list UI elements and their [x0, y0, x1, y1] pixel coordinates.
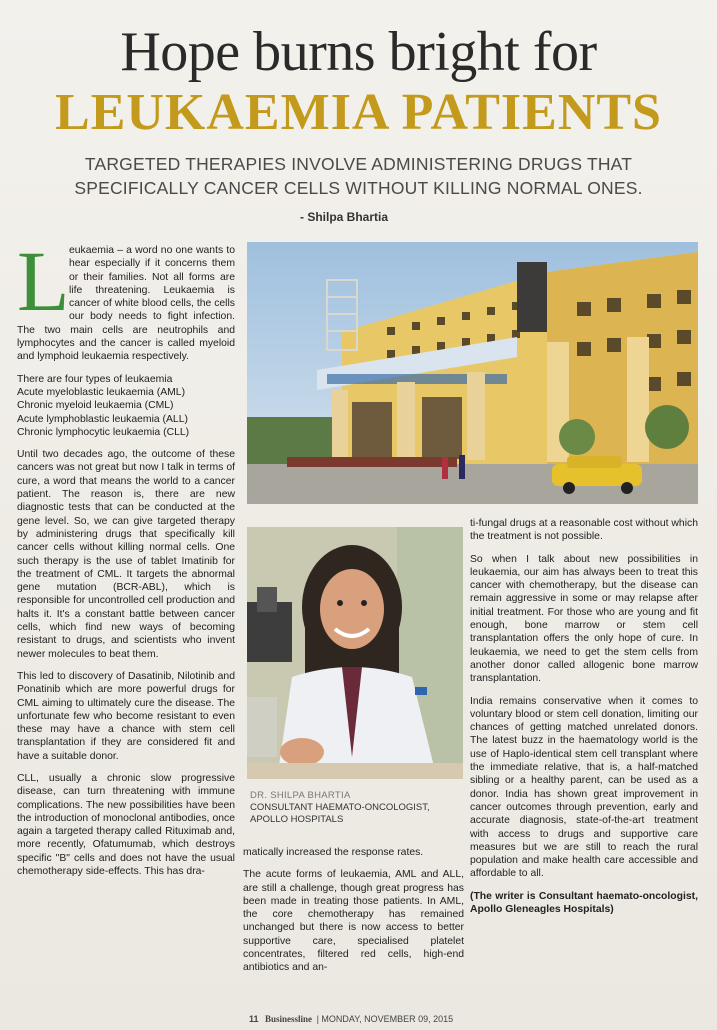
paragraph-8: So when I talk about new possibilities in leukaemia, our aim has always been to treat this cancer with chemotherapy, but the disease can remain aggressive in some or may relapse after initial treatment. For those who are young and fit enough, bone marrow or stem cell transplantation offers the only hope of cure. In leukaemia, we need to get the stem cells from another donor called allogenic bone marrow transplantation. [470, 553, 698, 685]
list-item: Chronic myeloid leukaemia (CML) [17, 400, 174, 412]
paragraph-7: ti-fungal drugs at a reasonable cost without which the treatment is not possible. [470, 518, 698, 543]
paragraph-2: Until two decades ago, the outcome of these cancers was not great but now I talk in terms of cure, a word that means the world to a cancer patient. The reason is, there are new diagnostic tests that can be conducted at the gene level. So, we can give targeted therapy by administering drugs that specifically kill cancer cells without killing normal cells. One such therapy is the use of tablet Imatinib for the treatment of CML. It targets the abnormal gene mutation (BCR-ABL), which is responsible for uncontrolled cell production and halts it. It's a constant battle between cancer cells, which find new ways of becoming resistant to drugs, and scientists who invent newer molecules to beat them. [17, 449, 235, 660]
paragraph-6: The acute forms of leukaemia, AML and ALL, are still a challenge, though great progress has been made in treating those patients. In AML, the core chemotherapy has remained unchanged but there is now access to better supportive care, specialised platelet concentrates, filtered red cells, high-end antibiotics and an- [243, 869, 464, 974]
publication-date: | MONDAY, NOVEMBER 09, 2015 [316, 1014, 454, 1024]
headline-line1: Hope burns bright for [120, 21, 597, 83]
list-item: Acute myeloblastic leukaemia (AML) [17, 386, 186, 398]
caption-affiliation: APOLLO HOSPITALS [250, 814, 344, 825]
hospital-photo [247, 242, 698, 504]
article-column-1 [17, 233, 235, 887]
doctor-photo [247, 527, 463, 779]
caption-title: CONSULTANT HAEMATO-ONCOLOGIST, [250, 802, 430, 813]
headline-line2: LEUKAEMIA PATIENTS [55, 84, 662, 141]
page-footer [249, 1014, 709, 1024]
caption-name: DR. SHILPA BHARTIA [250, 790, 351, 801]
author-note: (The writer is Consultant haemato-oncologist, Apollo Gleneagles Hospitals) [470, 890, 698, 916]
paragraph-4: CLL, usually a chronic slow progressive disease, can turn threatening with immune complications. The new possibilities have been the introduction of monoclonal antibodies, once again a targeted therapy called Rituximab and, more recently, Ofatumumab, which destroys specific "B" cells and does not have the usual chemotherapy side-effects. This has dra- [17, 772, 235, 878]
paragraph-1: eukaemia – a word no one wants to hear especially if it concerns them or their families. Not all forms are life threatening. Leukaemia is cancer of white blood cells, the cells our body needs to fight infection. The two main cells are neutrophils and lymphocytes and the cancer is called myeloid and lymphoid leukaemia respectively. [17, 245, 235, 363]
byline: - Shilpa Bhartia [300, 210, 389, 224]
publication-name: Businessline [265, 1014, 313, 1024]
subheadline: TARGETED THERAPIES INVOLVE ADMINISTERING DRUGS THAT SPECIFICALLY CANCER CELLS WITHOUT KILLING NORMAL ONES. [74, 154, 643, 198]
leukaemia-types-list [17, 373, 235, 439]
photo-caption [250, 790, 465, 826]
list-intro: There are four types of leukaemia [17, 373, 173, 385]
paragraph-3: This led to discovery of Dasatinib, Nilotinib and Ponatinib which are more powerful drugs for CML aiming to ultimately cure the disease. The unfortunate few who become resistant to even these may have a chance with stem cell transplantation if they are considered fit and have a suitable donor. [17, 670, 235, 762]
list-item: Chronic lymphocytic leukaemia (CLL) [17, 426, 190, 438]
article-column-3 [470, 517, 698, 925]
paragraph-5: matically increased the response rates. [243, 847, 424, 858]
page-number: 11 [249, 1014, 259, 1024]
article-column-2 [243, 846, 464, 984]
list-item: Acute lymphoblastic leukaemia (ALL) [17, 413, 188, 425]
drop-cap: L [17, 233, 70, 329]
paragraph-9: India remains conservative when it comes to voluntary blood or stem cell donation, limiting our chances of getting matched unrelated donors. The latest buzz in the haematology world is the use of Haplo-identical stem cell transplant where the immediate relative, that is, a half-matched sibling or a healthy parent, can be used as a donor. India has shown great improvement in cancer outcomes through prevention, early and accurate diagnosis, state-of-the-art treatment with access to drugs and supportive care measures but we are still to reach the rural population and make health care accessible and affordable to all. [470, 695, 698, 880]
